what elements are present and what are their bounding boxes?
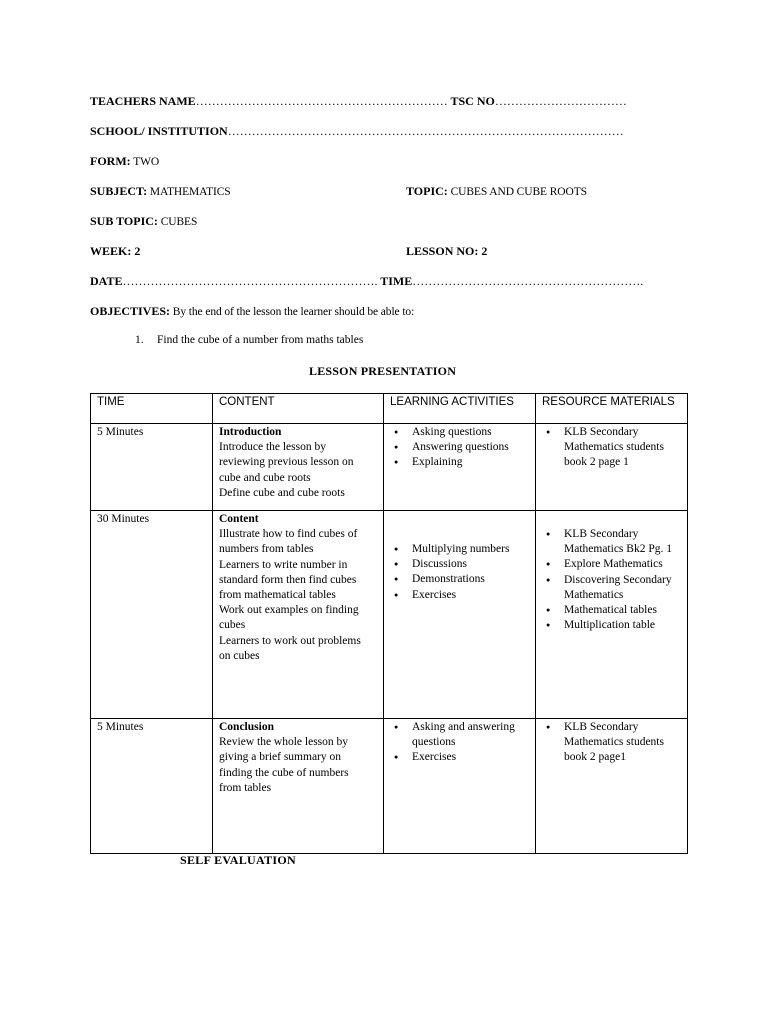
activity-item: ● Discussions	[412, 557, 529, 572]
content-line: from tables	[219, 781, 272, 794]
activity-item: ● Exercises	[412, 588, 529, 603]
content-line: from mathematical tables	[219, 589, 336, 602]
time-cell: 30 Minutes	[91, 511, 213, 719]
topic-line	[406, 184, 587, 200]
resource-item: ● KLB Secondary Mathematics students book 2 page1	[564, 720, 681, 766]
activity-item: ● Answering questions	[412, 440, 529, 455]
subject-label: SUBJECT:	[90, 184, 148, 198]
content-title: Introduction	[219, 426, 282, 438]
date-label: DATE	[90, 274, 123, 288]
content-line: Define cube and cube roots	[219, 486, 345, 499]
content-title: Content	[219, 513, 259, 525]
lesson-no-line	[406, 244, 487, 259]
activity-item: ● Explaining	[412, 455, 529, 470]
activities-cell	[384, 424, 536, 511]
time-label: TIME	[377, 274, 413, 288]
content-line: reviewing previous lesson on	[219, 456, 354, 469]
content-cell	[213, 719, 384, 854]
content-line: giving a brief summary on	[219, 751, 342, 764]
activity-item: ● Multiplying numbers	[412, 542, 529, 557]
content-line: numbers from tables	[219, 543, 314, 556]
content-line: cube and cube roots	[219, 471, 311, 484]
objectives-intro: By the end of the lesson the learner should be able to:	[170, 306, 415, 318]
subtopic-value: CUBES	[157, 216, 198, 228]
teachers-name-dots: ………………………………………………………	[195, 94, 448, 108]
objective-number: 1.	[135, 334, 144, 346]
content-line: Work out examples on finding	[219, 604, 359, 617]
time-cell: 5 Minutes	[91, 424, 213, 511]
date-dots: ……………………………………………………….	[122, 274, 378, 288]
content-line: Learners to write number in	[219, 558, 348, 571]
column-header-content: CONTENT	[213, 394, 384, 424]
content-line: Illustrate how to find cubes of	[219, 528, 358, 541]
content-cell	[213, 511, 384, 719]
tsc-label: TSC NO	[447, 94, 495, 108]
lesson-no-label: LESSON NO: 2	[406, 244, 488, 258]
activity-item: ● Exercises	[412, 750, 529, 765]
resource-item: ● Discovering Secondary Mathematics	[564, 573, 681, 603]
form-label: FORM:	[90, 154, 131, 168]
subtopic-line	[90, 214, 197, 230]
resource-item: ● KLB Secondary Mathematics Bk2 Pg. 1	[564, 527, 681, 557]
topic-label: TOPIC:	[406, 184, 448, 198]
resources-cell	[536, 424, 688, 511]
content-line: cubes	[219, 619, 246, 632]
activities-cell	[384, 719, 536, 854]
school-dots: ………………………………………………………………………………………	[227, 124, 624, 138]
activity-item: ● Demonstrations	[412, 572, 529, 587]
content-line: on cubes	[219, 649, 260, 662]
time-dots: ………………………………………………….	[412, 274, 644, 288]
activity-item: ● Asking questions	[412, 425, 529, 440]
objectives-label: OBJECTIVES:	[90, 304, 171, 318]
school-line	[90, 124, 624, 139]
objective-text: Find the cube of a number from maths tables	[157, 334, 364, 346]
table-row	[91, 424, 688, 511]
content-line: Review the whole lesson by	[219, 736, 349, 749]
table-row	[91, 719, 688, 854]
school-label: SCHOOL/ INSTITUTION	[90, 124, 228, 138]
subject-value: MATHEMATICS	[147, 186, 231, 198]
teachers-name-label: TEACHERS NAME	[90, 94, 196, 108]
content-line: standard form then find cubes	[219, 573, 357, 586]
date-time-line	[90, 274, 643, 289]
table-row	[91, 511, 688, 719]
activities-cell	[384, 511, 536, 719]
column-header-activities: LEARNING ACTIVITIES	[384, 394, 536, 424]
form-value: TWO	[130, 156, 160, 168]
week-line	[90, 244, 140, 259]
tsc-dots: ……………………………	[494, 94, 627, 108]
content-line: Introduce the lesson by	[219, 441, 326, 454]
activity-item: ● Asking and answering questions	[412, 720, 529, 750]
column-header-time: TIME	[91, 394, 213, 424]
lesson-presentation-title: LESSON PRESENTATION	[309, 364, 457, 378]
subject-line	[90, 184, 231, 200]
resource-item: ● Mathematical tables	[564, 603, 681, 618]
resource-item: ● Multiplication table	[564, 618, 681, 633]
content-line: Learners to work out problems	[219, 634, 361, 647]
topic-value: CUBES AND CUBE ROOTS	[447, 186, 587, 198]
resources-cell	[536, 511, 688, 719]
self-evaluation-heading: SELF EVALUATION	[180, 853, 296, 867]
content-title: Conclusion	[219, 721, 274, 733]
form-line	[90, 154, 159, 170]
objective-item	[135, 334, 363, 346]
table-header-row	[91, 394, 688, 424]
teachers-name-line	[90, 94, 627, 109]
content-line: finding the cube of numbers	[219, 766, 349, 779]
objectives-line	[90, 304, 414, 320]
subtopic-label: SUB TOPIC:	[90, 214, 158, 228]
time-cell: 5 Minutes	[91, 719, 213, 854]
column-header-resources: RESOURCE MATERIALS	[536, 394, 688, 424]
lesson-plan-table	[90, 393, 688, 854]
resource-item: ● KLB Secondary Mathematics students book 2 page 1	[564, 425, 681, 471]
resource-item: ● Explore Mathematics	[564, 557, 681, 572]
week-label: WEEK: 2	[90, 244, 141, 258]
content-cell	[213, 424, 384, 511]
resources-cell	[536, 719, 688, 854]
